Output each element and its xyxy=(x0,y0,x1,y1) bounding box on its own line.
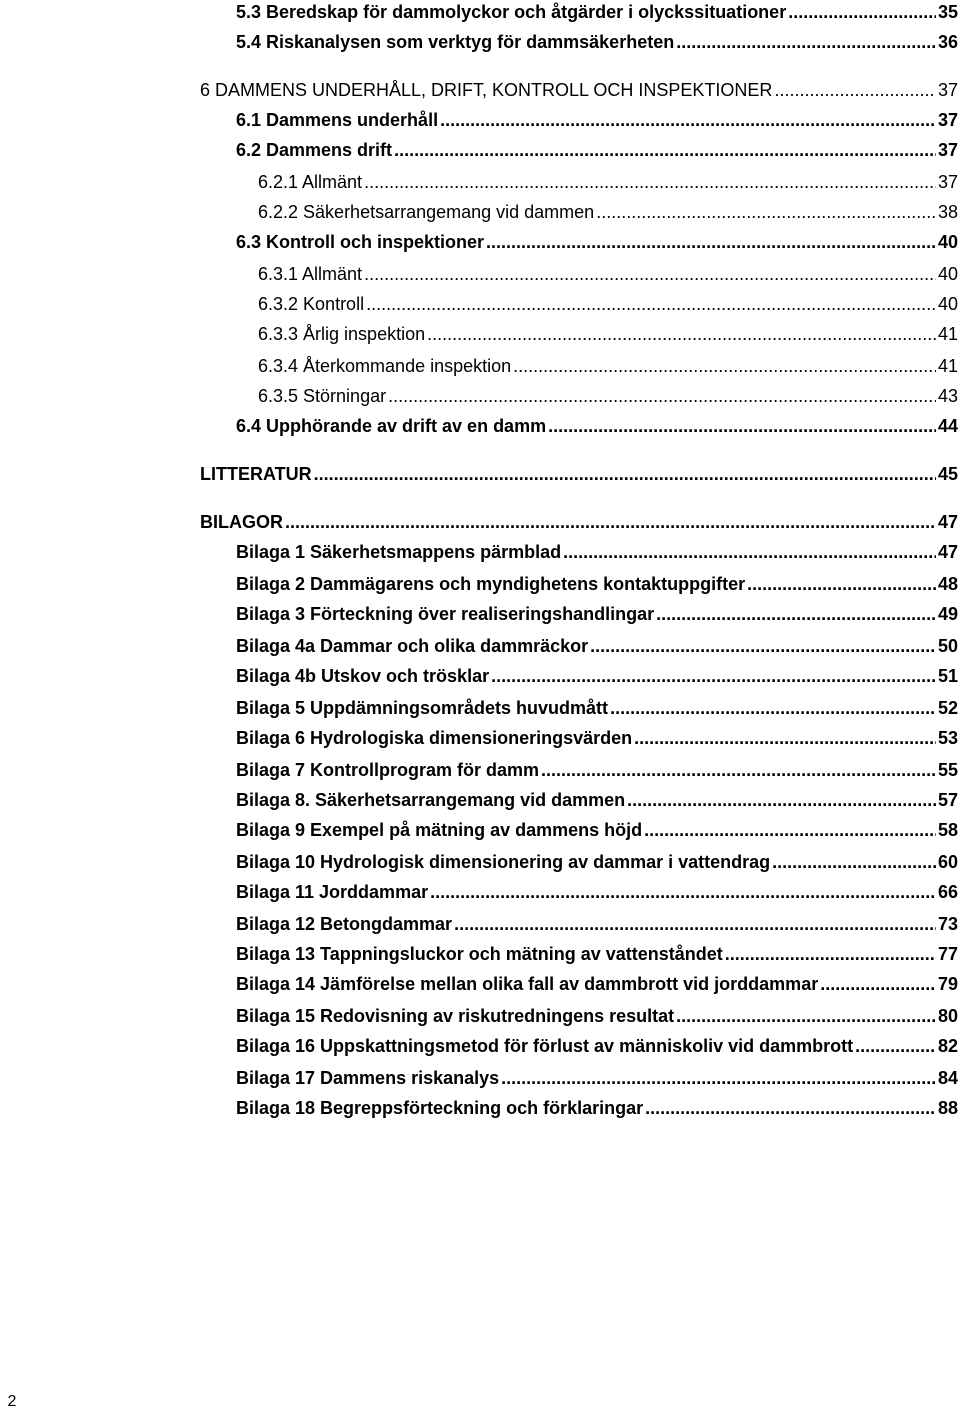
dot-leader xyxy=(627,788,936,812)
toc-entry[interactable] xyxy=(236,818,958,842)
toc-entry[interactable] xyxy=(236,230,958,254)
toc-entry[interactable] xyxy=(236,1066,958,1090)
dot-leader xyxy=(644,818,936,842)
toc-entry-page: 50 xyxy=(937,636,958,656)
toc-entry[interactable] xyxy=(236,540,958,564)
toc-entry-title: 6.3.1 Allmänt xyxy=(258,264,363,284)
toc-entry[interactable] xyxy=(258,322,958,346)
toc-entry-title: Bilaga 15 Redovisning av riskutredningens resultat xyxy=(236,1006,675,1026)
dot-leader xyxy=(855,1034,936,1058)
toc-entry-title: Bilaga 4b Utskov och trösklar xyxy=(236,666,490,686)
toc-entry-title: Bilaga 5 Uppdämningsområdets huvudmått xyxy=(236,698,609,718)
toc-entry[interactable] xyxy=(258,292,958,316)
toc-entry-page: 49 xyxy=(937,604,958,624)
toc-entry[interactable] xyxy=(258,170,958,194)
toc-entry[interactable] xyxy=(236,1096,958,1120)
toc-entry[interactable] xyxy=(258,384,958,408)
toc-entry-page: 40 xyxy=(937,264,958,284)
toc-entry-title: Bilaga 3 Förteckning över realiseringshandlingar xyxy=(236,604,655,624)
toc-entry-title: 5.3 Beredskap för dammolyckor och åtgärder i olyckssituationer xyxy=(236,2,787,22)
toc-entry-page: 40 xyxy=(937,294,958,314)
toc-entry[interactable] xyxy=(236,0,958,24)
toc-entry-page: 47 xyxy=(937,512,958,532)
toc-entry-page: 37 xyxy=(937,140,958,160)
toc-entry[interactable] xyxy=(200,462,958,486)
dot-leader xyxy=(590,634,936,658)
toc-entry[interactable] xyxy=(236,602,958,626)
toc-entry-title: 6.2.2 Säkerhetsarrangemang vid dammen xyxy=(258,202,595,222)
toc-entry-page: 37 xyxy=(937,172,958,192)
toc-entry-title: Bilaga 10 Hydrologisk dimensionering av dammar i vattendrag xyxy=(236,852,771,872)
dot-leader xyxy=(788,0,936,24)
toc-entry-page: 80 xyxy=(937,1006,958,1026)
toc-entry[interactable] xyxy=(236,942,958,966)
toc-entry-page: 41 xyxy=(937,356,958,376)
toc-entry-title: Bilaga 6 Hydrologiska dimensioneringsvärden xyxy=(236,728,633,748)
dot-leader xyxy=(563,540,936,564)
toc-entry-title: Bilaga 9 Exempel på mätning av dammens höjd xyxy=(236,820,643,840)
dot-leader xyxy=(676,1004,936,1028)
dot-leader xyxy=(656,602,936,626)
toc-entry-page: 40 xyxy=(937,232,958,252)
toc-entry[interactable] xyxy=(236,634,958,658)
dot-leader xyxy=(513,354,936,378)
toc-entry[interactable] xyxy=(236,850,958,874)
toc-entry-title: Bilaga 11 Jorddammar xyxy=(236,882,429,902)
toc-entry-page: 47 xyxy=(937,542,958,562)
toc-entry-title: Bilaga 14 Jämförelse mellan olika fall av dammbrott vid jorddammar xyxy=(236,974,819,994)
dot-leader xyxy=(820,972,936,996)
toc-entry-page: 53 xyxy=(937,728,958,748)
toc-entry-title: 6.3 Kontroll och inspektioner xyxy=(236,232,485,252)
toc-entry-page: 36 xyxy=(937,32,958,52)
toc-entry[interactable] xyxy=(258,262,958,286)
toc-entry[interactable] xyxy=(200,78,958,102)
toc-entry-page: 48 xyxy=(937,574,958,594)
toc-entry-page: 73 xyxy=(937,914,958,934)
toc-entry[interactable] xyxy=(236,972,958,996)
dot-leader xyxy=(772,850,936,874)
toc-entry-page: 88 xyxy=(937,1098,958,1118)
toc-entry-page: 44 xyxy=(937,416,958,436)
toc-entry-page: 66 xyxy=(937,882,958,902)
toc-entry-page: 52 xyxy=(937,698,958,718)
toc-entry-page: 82 xyxy=(937,1036,958,1056)
toc-entry-title: 6.4 Upphörande av drift av en damm xyxy=(236,416,547,436)
toc-entry[interactable] xyxy=(236,912,958,936)
toc-entry-page: 58 xyxy=(937,820,958,840)
toc-entry-title: Bilaga 8. Säkerhetsarrangemang vid dammen xyxy=(236,790,626,810)
toc-entry[interactable] xyxy=(236,664,958,688)
dot-leader xyxy=(388,384,936,408)
toc-entry[interactable] xyxy=(236,788,958,812)
toc-entry-title: 6.2.1 Allmänt xyxy=(258,172,363,192)
dot-leader xyxy=(676,30,936,54)
toc-entry[interactable] xyxy=(200,510,958,534)
toc-entry-title: 6.1 Dammens underhåll xyxy=(236,110,439,130)
dot-leader xyxy=(491,664,936,688)
toc-entry[interactable] xyxy=(236,414,958,438)
dot-leader xyxy=(725,942,936,966)
toc-entry-title: Bilaga 4a Dammar och olika dammräckor xyxy=(236,636,589,656)
dot-leader xyxy=(548,414,936,438)
toc-entry-title: Bilaga 16 Uppskattningsmetod för förlust av människoliv vid dammbrott xyxy=(236,1036,854,1056)
toc-entry[interactable] xyxy=(236,138,958,162)
page-number: 2 xyxy=(7,1393,17,1410)
dot-leader xyxy=(634,726,936,750)
toc-entry-title: Bilaga 13 Tappningsluckor och mätning av vattenståndet xyxy=(236,944,723,964)
dot-leader xyxy=(427,322,936,346)
toc-entry-title: BILAGOR xyxy=(200,512,283,532)
toc-entry[interactable] xyxy=(236,1004,958,1028)
toc-entry-title: 6.2 Dammens drift xyxy=(236,140,393,160)
toc-entry-title: LITTERATUR xyxy=(200,464,312,484)
toc-entry-page: 60 xyxy=(937,852,958,872)
toc-entry[interactable] xyxy=(236,726,958,750)
toc-entry[interactable] xyxy=(258,200,958,224)
toc-entry-page: 57 xyxy=(937,790,958,810)
toc-entry-page: 55 xyxy=(937,760,958,780)
toc-entry-title: Bilaga 12 Betongdammar xyxy=(236,914,453,934)
dot-leader xyxy=(747,572,936,596)
toc-entry-page: 84 xyxy=(937,1068,958,1088)
toc-entry-page: 45 xyxy=(937,464,958,484)
dot-leader xyxy=(430,880,936,904)
toc-entry-title: 6.3.3 Årlig inspektion xyxy=(258,324,426,344)
dot-leader xyxy=(366,292,936,316)
toc-entry-page: 35 xyxy=(937,2,958,22)
toc-entry[interactable] xyxy=(236,696,958,720)
dot-leader xyxy=(364,170,936,194)
toc-entry-title: Bilaga 18 Begreppsförteckning och förklaringar xyxy=(236,1098,644,1118)
dot-leader xyxy=(610,696,936,720)
toc-entry-page: 43 xyxy=(937,386,958,406)
toc-entry[interactable] xyxy=(236,880,958,904)
toc-entry-page: 37 xyxy=(937,110,958,130)
toc-entry[interactable] xyxy=(236,572,958,596)
dot-leader xyxy=(596,200,936,224)
toc-entry-title: Bilaga 1 Säkerhetsmappens pärmblad xyxy=(236,542,562,562)
toc-entry-title: 5.4 Riskanalysen som verktyg för dammsäkerheten xyxy=(236,32,675,52)
toc-entry-title: 6 DAMMENS UNDERHÅLL, DRIFT, KONTROLL OCH INSPEKTIONER xyxy=(200,80,773,100)
toc-entry-title: 6.3.2 Kontroll xyxy=(258,294,365,314)
toc-entry-page: 79 xyxy=(937,974,958,994)
toc-entry[interactable] xyxy=(236,758,958,782)
dot-leader xyxy=(285,510,936,534)
toc-entry-page: 51 xyxy=(937,666,958,686)
dot-leader xyxy=(364,262,936,286)
dot-leader xyxy=(645,1096,936,1120)
dot-leader xyxy=(440,108,936,132)
dot-leader xyxy=(541,758,936,782)
dot-leader xyxy=(486,230,936,254)
toc-entry-page: 77 xyxy=(937,944,958,964)
toc-entry-page: 41 xyxy=(937,324,958,344)
toc-entry-title: Bilaga 2 Dammägarens och myndighetens kontaktuppgifter xyxy=(236,574,746,594)
toc-entry-title: 6.3.5 Störningar xyxy=(258,386,387,406)
toc-entry-page: 37 xyxy=(937,80,958,100)
toc-entry-page: 38 xyxy=(937,202,958,222)
toc-entry[interactable] xyxy=(236,108,958,132)
toc-entry[interactable] xyxy=(236,30,958,54)
dot-leader xyxy=(774,78,936,102)
toc-entry-title: 6.3.4 Återkommande inspektion xyxy=(258,356,512,376)
toc-entry[interactable] xyxy=(236,1034,958,1058)
dot-leader xyxy=(501,1066,936,1090)
toc-entry-title: Bilaga 17 Dammens riskanalys xyxy=(236,1068,500,1088)
dot-leader xyxy=(454,912,936,936)
toc-entry[interactable] xyxy=(258,354,958,378)
dot-leader xyxy=(394,138,936,162)
dot-leader xyxy=(314,462,936,486)
toc-entry-title: Bilaga 7 Kontrollprogram för damm xyxy=(236,760,540,780)
